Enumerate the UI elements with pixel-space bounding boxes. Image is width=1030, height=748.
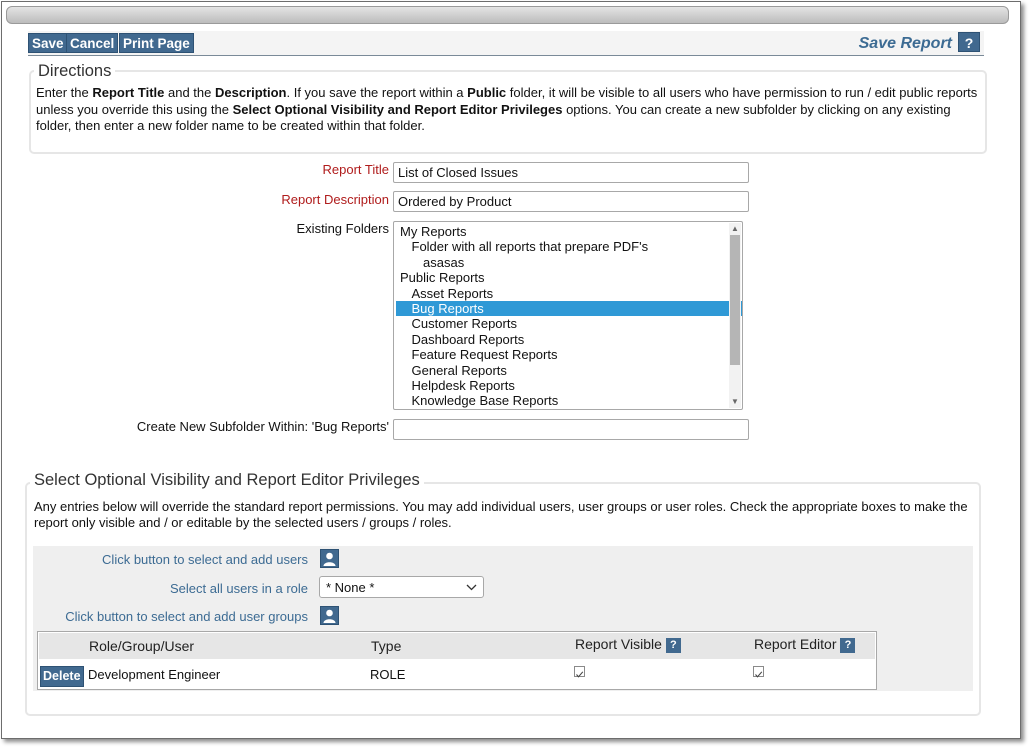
table-header bbox=[39, 633, 875, 659]
role-select-value: * None * bbox=[326, 580, 375, 595]
add-users-label: Click button to select and add users bbox=[102, 552, 308, 567]
folder-item[interactable]: Bug Reports bbox=[396, 301, 742, 316]
folder-item[interactable]: General Reports bbox=[411, 362, 507, 378]
user-icon bbox=[321, 550, 338, 567]
role-select-label: Select all users in a role bbox=[169, 581, 308, 596]
role-select[interactable] bbox=[319, 576, 484, 598]
report-visible-help-icon[interactable]: ? bbox=[666, 638, 681, 653]
new-subfolder-input[interactable] bbox=[393, 419, 749, 440]
report-title-input[interactable]: List of Closed Issues bbox=[393, 162, 749, 183]
folder-item[interactable]: Folder with all reports that prepare PDF's bbox=[411, 239, 649, 255]
privileges-description: Any entries below will override the standard report permissions. You may add individual users, user groups or user roles. Check the appropriate boxes to make the report only visible and / or editable by the selected users / groups / roles. bbox=[34, 499, 968, 530]
folder-item[interactable]: My Reports bbox=[400, 224, 467, 239]
report-description-input[interactable]: Ordered by Product bbox=[393, 191, 749, 212]
save-button[interactable]: Save bbox=[28, 33, 68, 53]
cancel-button[interactable]: Cancel bbox=[66, 33, 118, 53]
header-report-visible: Report Visible ? bbox=[575, 636, 681, 653]
folder-item[interactable]: Asset Reports bbox=[411, 285, 494, 301]
folder-item[interactable]: Helpdesk Reports bbox=[411, 378, 515, 393]
user-group-icon bbox=[321, 607, 338, 624]
header-report-editor: Report Editor ? bbox=[754, 636, 855, 653]
folder-item[interactable]: Feature Request Reports bbox=[411, 347, 558, 363]
folder-item[interactable]: asasas bbox=[423, 254, 465, 270]
folder-item[interactable]: Public Reports bbox=[400, 270, 485, 286]
privileges-legend: Select Optional Visibility and Report Editor Privileges bbox=[30, 471, 424, 490]
report-title-label: Report Title bbox=[322, 162, 389, 177]
report-editor-help-icon[interactable]: ? bbox=[840, 638, 855, 653]
delete-button[interactable]: Delete bbox=[40, 666, 84, 687]
folder-item[interactable]: Dashboard Reports bbox=[411, 331, 525, 347]
add-users-button[interactable] bbox=[320, 549, 339, 568]
row-type: ROLE bbox=[370, 667, 406, 682]
chevron-down-icon bbox=[466, 584, 477, 591]
row-name: Development Engineer bbox=[88, 667, 221, 682]
existing-folders-label: Existing Folders bbox=[296, 221, 389, 236]
add-groups-label: Click button to select and add user groups bbox=[65, 609, 308, 624]
existing-folders-list[interactable] bbox=[393, 221, 743, 410]
help-button[interactable]: ? bbox=[958, 32, 980, 52]
title-bar bbox=[6, 6, 1009, 24]
folder-item[interactable]: Customer Reports bbox=[411, 316, 517, 332]
scroll-up-icon[interactable]: ▲ bbox=[731, 224, 739, 233]
report-visible-checkbox[interactable] bbox=[574, 666, 585, 677]
scroll-down-icon[interactable]: ▼ bbox=[731, 397, 739, 406]
directions-text: Enter the Report Title and the Description. If you save the report within a Public folder, it will be visible to all users who have permission to run / edit public reports unless you override this using the Select Optional Visibility and Report Editor Privileges options. You can create a new subfolder by clicking on any existing folder, then enter a new folder name to be created within that folder. bbox=[36, 85, 978, 133]
privileges-table bbox=[37, 631, 877, 690]
page-title: Save Report bbox=[858, 35, 952, 52]
checkmark-icon bbox=[754, 670, 763, 679]
header-role-group-user: Role/Group/User bbox=[89, 638, 195, 654]
scrollbar-thumb[interactable] bbox=[730, 235, 740, 365]
header-type: Type bbox=[371, 638, 402, 654]
folder-item[interactable]: Knowledge Base Reports bbox=[411, 393, 559, 409]
checkmark-icon bbox=[575, 670, 584, 679]
toolbar bbox=[28, 31, 984, 56]
new-subfolder-label: Create New Subfolder Within: 'Bug Reports' bbox=[136, 419, 389, 434]
add-groups-button[interactable] bbox=[320, 606, 339, 625]
print-page-button[interactable]: Print Page bbox=[119, 33, 194, 53]
report-description-label: Report Description bbox=[281, 192, 389, 207]
directions-legend: Directions bbox=[34, 62, 115, 81]
report-editor-checkbox[interactable] bbox=[753, 666, 764, 677]
